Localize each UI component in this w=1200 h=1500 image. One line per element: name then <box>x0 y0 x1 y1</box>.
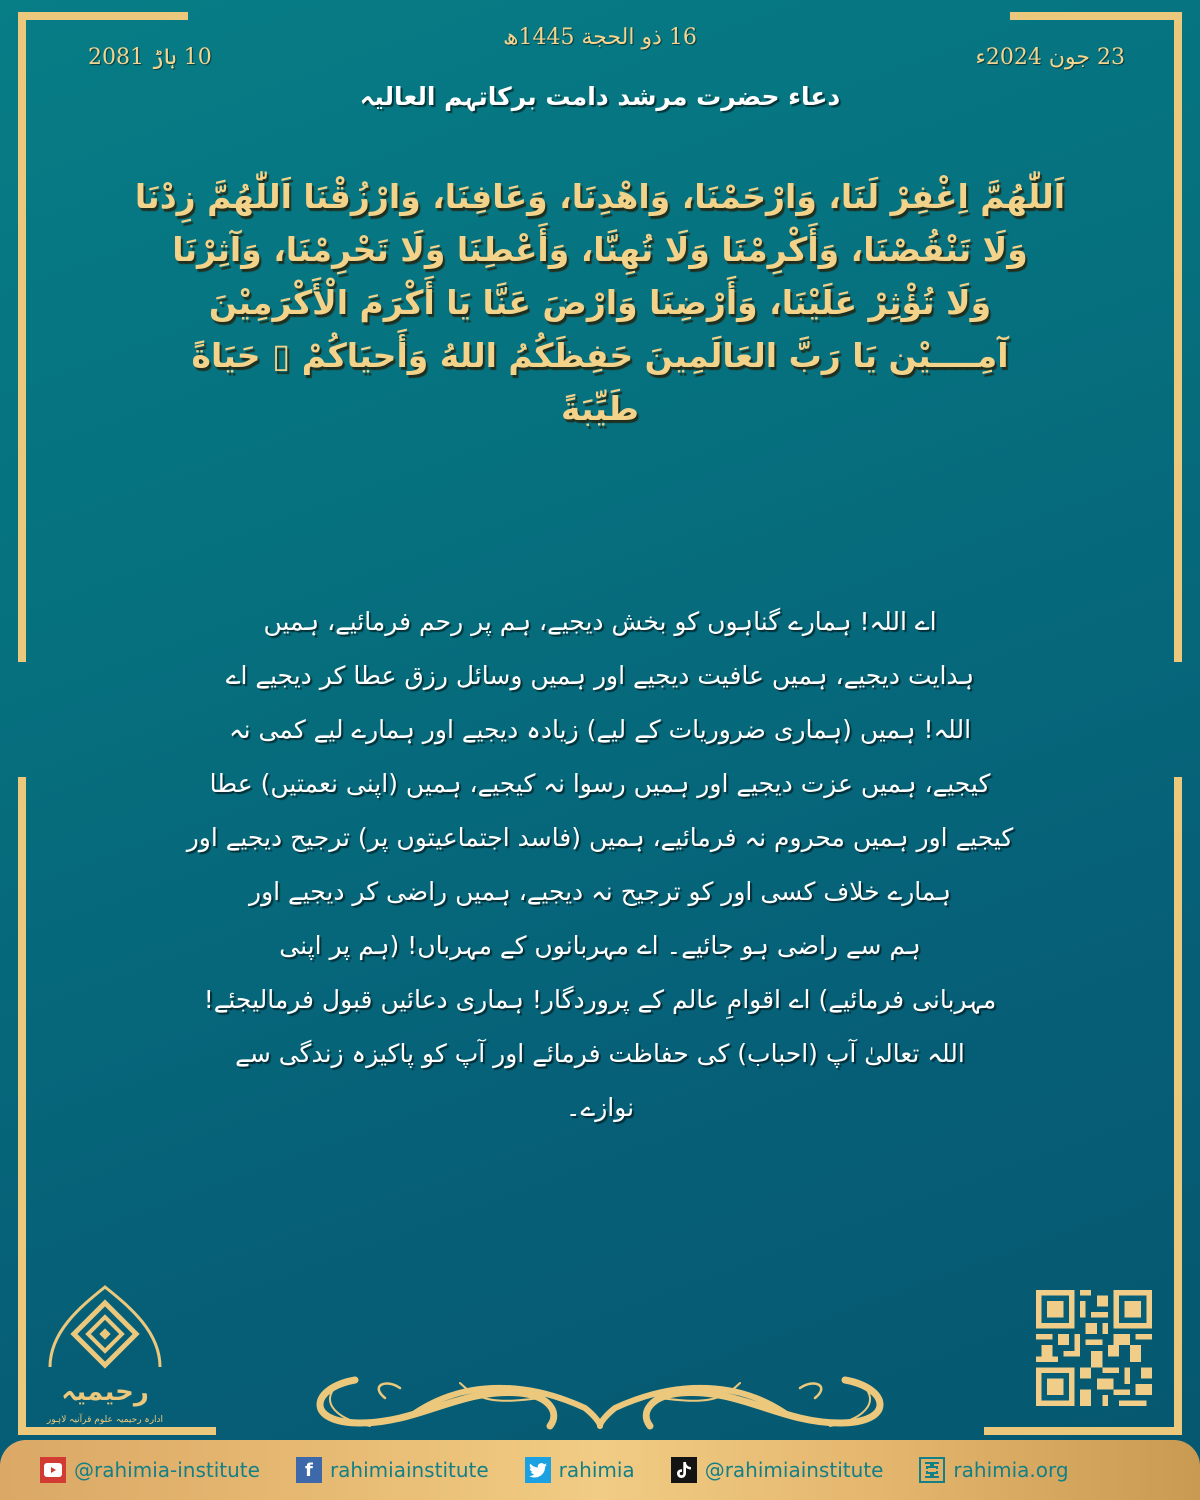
social-website[interactable] <box>919 1457 1068 1483</box>
urdu-line: مہربانی فرمائیے) اے اقوامِ عالم کے پروردگار! ہماری دعائیں قبول فرمالیجئے! <box>203 985 997 1014</box>
qr-code[interactable] <box>1034 1290 1154 1406</box>
tiktok-icon <box>671 1457 697 1483</box>
twitter-icon <box>525 1457 551 1483</box>
logo-subtitle: ادارہ رحیمیہ علوم قرآنیہ لاہور <box>46 1415 164 1425</box>
frame-bottom-left-vertical <box>18 777 26 1435</box>
urdu-line: ہمارے خلاف کسی اور کو ترجیح نہ دیجیے، ہمیں راضی کر دیجیے اور <box>249 877 951 906</box>
social-facebook[interactable] <box>296 1457 489 1483</box>
bikrami-date: 10 ہاڑ 2081 <box>88 45 212 70</box>
facebook-icon: f <box>296 1457 322 1483</box>
urdu-line: ہم سے راضی ہو جائیے۔ اے مہربانوں کے مہرباں! (ہم پر اپنی <box>279 931 921 960</box>
arabic-dua-line: وَلَا تَنْقُصْنَا، وَأَكْرِمْنَا وَلَا تُهِنَّا، وَأَعْطِنَا وَلَا تَحْرِمْنَا، وَآثِرْنَا <box>172 230 1028 269</box>
arabic-dua-line: طَيِّبَةً <box>560 389 640 428</box>
ornament-flourish-icon <box>300 1368 900 1432</box>
arabic-dua-line: وَلَا تُؤْثِرْ عَلَيْنَا، وَأَرْضِنَا وَارْضَ عَنَّا يَا أَكْرَمَ الْأَكْرَمِيْنَ <box>208 283 992 322</box>
arabic-dua-line: اَللّٰهُمَّ اِغْفِرْ لَنَا، وَارْحَمْنَا، وَاهْدِنَا، وَعَافِنَا، وَارْزُقْنَا اَللّٰهُمَّ زِدْنَا <box>134 177 1066 216</box>
decorative-ornament <box>300 1368 900 1432</box>
tiktok-handle: @rahimiainstitute <box>704 1458 884 1482</box>
page-title: دعاء حضرت مرشد دامت برکاتہم العالیہ <box>359 82 841 111</box>
urdu-line: ہدایت دیجیے، ہمیں عافیت دیجیے اور ہمیں وسائل رزق عطا کر دیجیے اے <box>225 661 975 690</box>
social-twitter[interactable] <box>525 1457 635 1483</box>
gregorian-date: 23 جون 2024ء <box>975 45 1125 70</box>
urdu-line: اللہ! ہمیں (ہماری ضروریات کے لیے) زیادہ دیجیے اور ہمارے لیے کمی نہ <box>228 715 972 744</box>
urdu-translation <box>160 595 1040 1135</box>
social-tiktok[interactable] <box>671 1457 884 1483</box>
frame-bottom-right-horizontal <box>984 1427 1182 1435</box>
hijri-date: 16 ذو الحجة 1445ھ <box>503 25 697 50</box>
frame-top-right-horizontal <box>1010 12 1182 20</box>
arabic-dua-line: آمِــــيْن يَا رَبَّ العَالَمِينَ حَفِظَكُمُ اللهُ وَأَحيَاكُمْ ▯ حَيَاةً <box>191 336 1009 375</box>
urdu-line: کیجیے اور ہمیں محروم نہ فرمائیے، ہمیں (فاسد اجتماعیتوں پر) ترجیح دیجیے اور <box>186 823 1014 852</box>
youtube-handle: @rahimia-institute <box>74 1458 260 1482</box>
arabic-dua <box>80 170 1120 435</box>
frame-bottom-right-vertical <box>1174 777 1182 1435</box>
urdu-line: نوازے۔ <box>565 1093 635 1122</box>
rahimia-logo <box>40 1282 170 1432</box>
youtube-icon <box>40 1457 66 1483</box>
urdu-line: اے اللہ! ہمارے گناہوں کو بخش دیجیے، ہم پر رحم فرمائیے، ہمیں <box>263 607 937 636</box>
footer-social-bar <box>0 1440 1200 1500</box>
frame-top-left-horizontal <box>18 12 188 20</box>
website-url: rahimia.org <box>953 1458 1069 1482</box>
urdu-line: اللہ تعالیٰ آپ (احباب) کی حفاظت فرمائے اور آپ کو پاکیزہ زندگی سے <box>235 1039 965 1068</box>
facebook-handle: rahimiainstitute <box>329 1458 489 1482</box>
twitter-handle: rahimia <box>558 1458 635 1482</box>
social-youtube[interactable] <box>40 1457 260 1483</box>
website-icon <box>919 1457 945 1483</box>
logo-title: رحیمیہ <box>61 1377 149 1407</box>
qr-code-icon <box>1034 1290 1154 1406</box>
logo-emblem-icon <box>40 1282 170 1432</box>
urdu-line: کیجیے، ہمیں عزت دیجیے اور ہمیں رسوا نہ کیجیے، ہمیں (اپنی نعمتیں) عطا <box>209 769 991 798</box>
